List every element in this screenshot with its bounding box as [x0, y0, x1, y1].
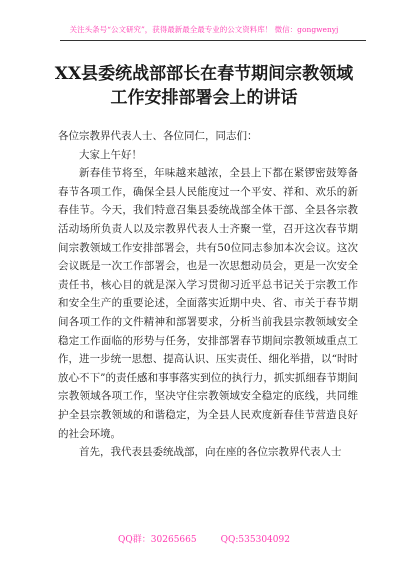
- speech-body: [58, 127, 358, 462]
- body-paragraph: 新春佳节将至，年味越来越浓，全县上下都在紧锣密鼓筹备春节各项工作，确保全县人民能度过一个平安、祥和、欢乐的新春佳节。今天，我们特意召集县委统战部全体干部、全县各宗教活动场所负责人以及宗教界代表人士齐聚一堂，召开这次春节期间宗教领域工作安排部署会，共有50位同志参加本次会议。这次会议既是一次工作部署会，也是一次思想动员会，更是一次安全责任书，核心目的就是深入学习贯彻习近平总书记关于宗教工作和安全生产的重要论述，全面落实近期中央、省、市关于春节期间各项工作的文件精神和部署要求，分析当前我县宗教领域安全稳定工作面临的形势与任务，安排部署春节期间宗教领域重点工作，进一步统一思想、提高认识、压实责任、细化举措，以“时时放心不下”的责任感和事事落实到位的执行力，抓实抓细春节期间宗教领域各项工作，坚决守住宗教领域安全稳定的底线，共同维护全县宗教领域的和谐稳定，为全县人民欢度新春佳节营造良好的社会环境。: [58, 167, 358, 440]
- footer-contact: [0, 532, 408, 545]
- greeting: 大家上午好！: [79, 148, 142, 161]
- title-line-2: 工作安排部署会上的讲话: [110, 88, 298, 108]
- header-note: 关注头条号“公文研究”，获得最新最全最专业的公文资料库！ 微信：gongwenyj: [69, 25, 339, 34]
- document-title: [40, 62, 368, 110]
- body-paragraph: 首先，我代表县委统战部，向在座的各位宗教界代表人士: [79, 446, 342, 459]
- header-divider: [60, 40, 366, 41]
- salutation: 各位宗教界代表人士、各位同仁，同志们：: [58, 130, 258, 142]
- qq-number: QQ:535304092: [220, 535, 290, 545]
- title-line-1: XX县委统战部部长在春节期间宗教领域: [54, 64, 354, 84]
- qq-group: QQ群：30265665: [118, 535, 197, 545]
